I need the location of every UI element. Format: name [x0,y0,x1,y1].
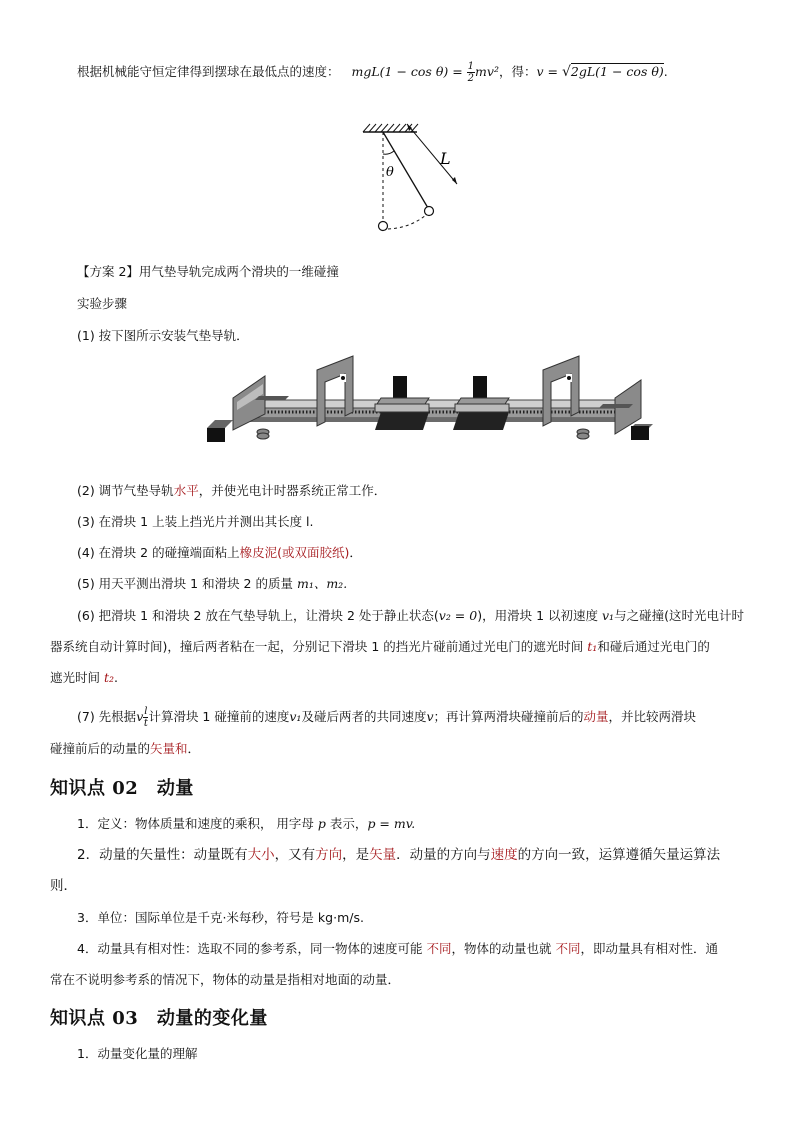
step-7-line-1: (7) 先根据v $\frac{l}{t}$ 计算滑块 1 碰撞前的速度v₁及碰后两者的共同速度v；再计算两滑块碰撞前后的动量，并比较两滑块 [77,706,697,729]
pendulum-bob-lowest [379,222,388,231]
kp02-p3: 3．单位：国际单位是千克·米每秒，符号是 kg·m/s. [77,910,364,925]
kp02-p2-line-2: 则． [50,878,77,894]
kp02-p4-line-2: 常在不说明参考系的情况下，物体的动量是指相对地面的动量． [50,972,401,987]
energy-eq-right: mv² [475,64,499,79]
intro-text: 根据机械能守恒定律得到摆球在最低点的速度： [77,64,340,79]
air-track-diagram [203,352,653,444]
intro-end: . [663,64,668,79]
kp02-p2-line-1: 2．动量的矢量性：动量既有大小，又有方向，是矢量．动量的方向与速度的方向一致，运算遵循矢量运算法 [77,847,721,863]
step-1: (1) 按下图所示安装气垫导轨． [77,328,249,343]
length-label: L [440,149,451,168]
step-7-line-2: 碰撞前后的动量的矢量和． [50,741,201,756]
intro-mid: ，得： [498,64,537,79]
step4-highlight: 橡皮泥(或双面胶纸) [239,545,350,560]
kp02-p4-line-1: 4．动量具有相对性：选取不同的参考系，同一物体的速度可能 不同，物体的动量也就 不同，即动量具有相对性．通 [77,941,718,956]
steps-heading: 实验步骤 [77,296,128,311]
step-5: (5) 用天平测出滑块 1 和滑块 2 的质量 m₁、m₂. [77,576,348,591]
half-fraction: $\frac{1}{2}$ [467,61,475,84]
pendulum-diagram [355,118,475,238]
kp02-p1: 1．定义：物体质量和速度的乘积， 用字母 p 表示，p = mv. [77,816,416,831]
step-4: (4) 在滑块 2 的碰撞端面粘上橡皮泥(或双面胶纸)． [77,545,362,560]
sqrt-sign: √ [561,64,571,80]
velocity-eq: v = [536,64,558,79]
energy-eq-left: mgL(1 − cos θ) = [351,64,463,79]
step-3: (3) 在滑块 1 上装上挡光片并测出其长度 l. [77,514,314,529]
intro-line [77,61,668,84]
angle-label: θ [386,165,394,180]
kp03-p1: 1．动量变化量的理解 [77,1046,198,1061]
section-heading-kp02: 知识点 02 动量 [50,778,194,799]
step-6-line-3: 遮光时间 t₂. [50,670,119,685]
step-2: (2) 调节气垫导轨水平，并使光电计时器系统正常工作． [77,483,387,498]
step2-highlight: 水平 [173,483,199,498]
pendulum-bob-raised [425,207,434,216]
section-heading-kp03: 知识点 03 动量的变化量 [50,1008,268,1029]
sqrt-body: 2gL(1 − cos θ) [570,64,664,79]
scheme2-title: 【方案 2】用气垫导轨完成两个滑块的一维碰撞 [77,264,339,279]
step-6-line-2: 器系统自动计算时间)，撞后两者粘在一起，分别记下滑块 1 的挡光片碰前通过光电门的遮光时间 t₁和碰后通过光电门的 [50,639,710,654]
step-6-line-1: (6) 把滑块 1 和滑块 2 放在气垫导轨上，让滑块 2 处于静止状态(v₂ = 0)，用滑块 1 以初速度 v₁与之碰撞(这时光电计时 [77,608,744,623]
